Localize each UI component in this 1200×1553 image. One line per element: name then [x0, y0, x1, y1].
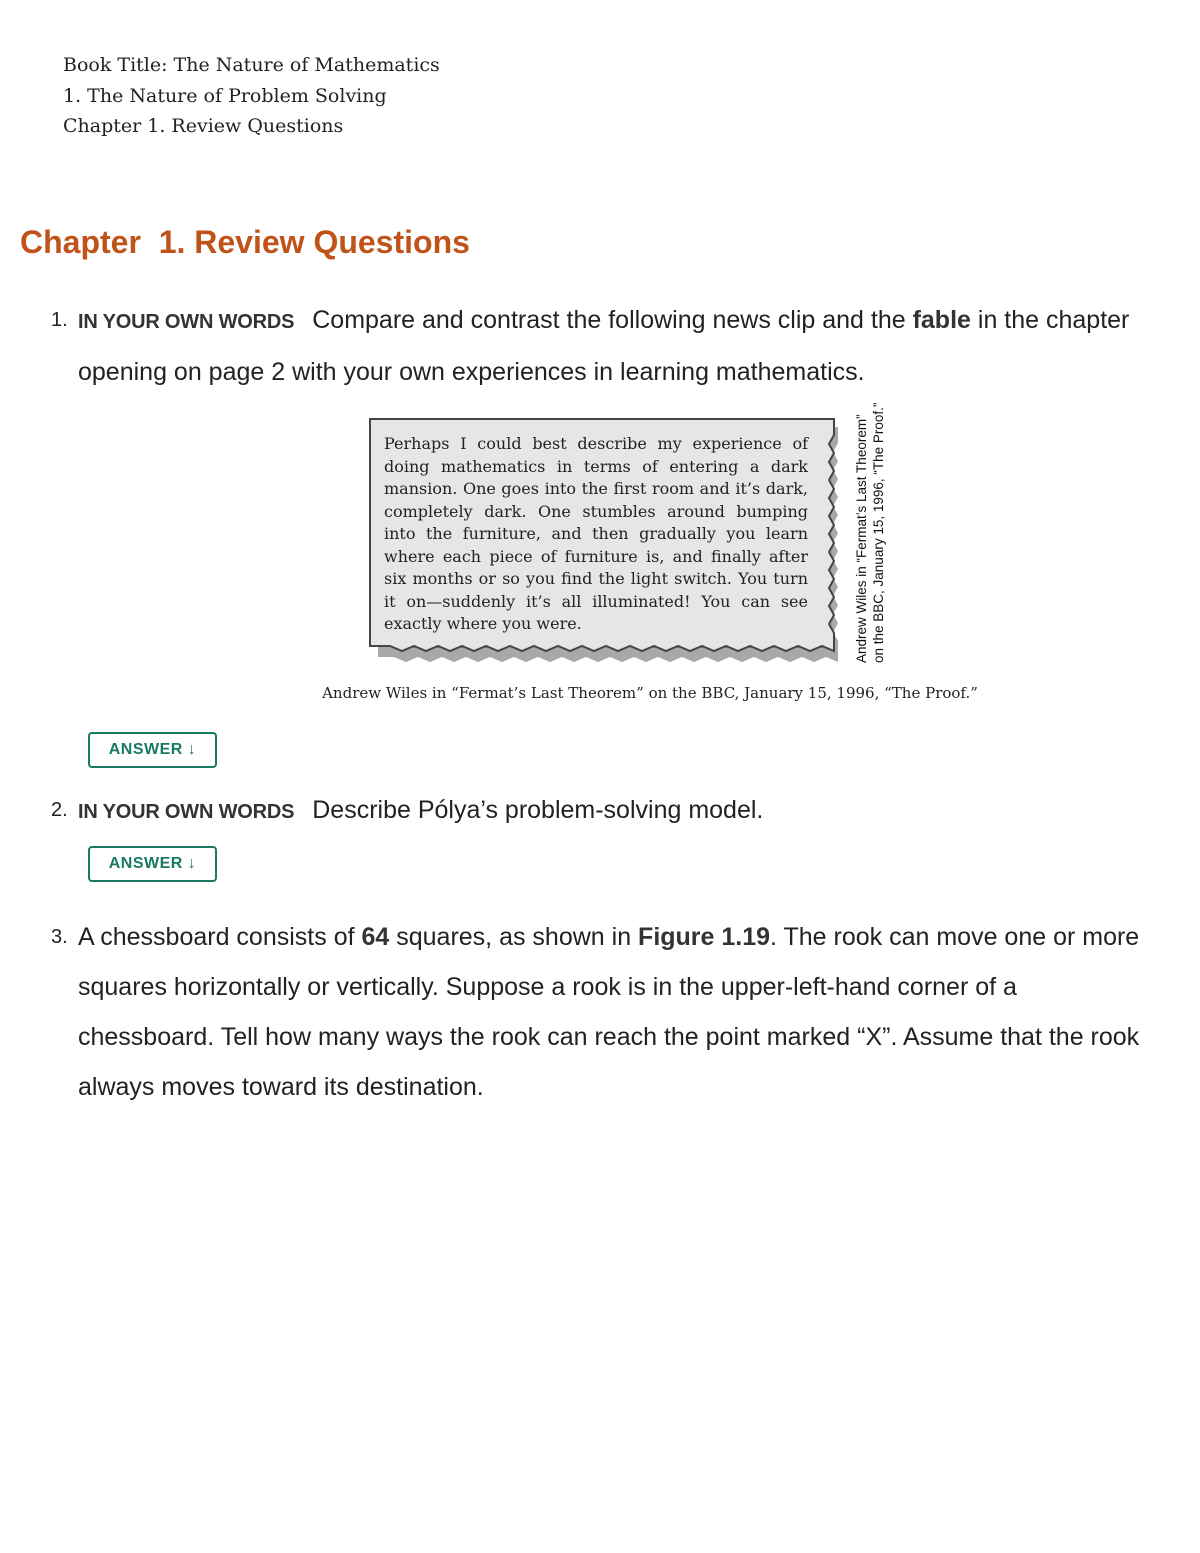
breadcrumb-section: 1. The Nature of Problem Solving — [63, 84, 387, 107]
question-text-part: Compare and contrast the following news clip and the — [312, 306, 913, 334]
question-number: 3. — [51, 926, 68, 948]
question-text-part: Describe Pólya’s problem-solving model. — [312, 796, 764, 824]
question-text — [78, 912, 1160, 1112]
answer-button-2[interactable]: ANSWER ↓ — [88, 846, 217, 882]
answer-button-1[interactable]: ANSWER ↓ — [88, 732, 217, 768]
news-clip — [368, 417, 838, 665]
question-text-part: in the chapter opening on page 2 with your own experiences in learning mathematics. — [78, 306, 1130, 386]
figure-reference: Figure 1.19 — [638, 923, 771, 951]
square-count: 64 — [361, 923, 390, 951]
news-clip-caption: Andrew Wiles in “Fermat’s Last Theorem” on the BBC, January 15, 1996, “The Proof.” — [322, 684, 978, 702]
side-credit-line: Andrew Wiles in “Fermat’s Last Theorem” — [854, 414, 869, 663]
question-text-part: squares, as shown in — [389, 923, 639, 951]
question-1 — [0, 295, 1160, 397]
question-tag: IN YOUR OWN WORDS — [78, 311, 295, 333]
news-clip-quote: Perhaps I could best describe my experience of doing mathematics in terms of entering a dark mansion. One goes into the first room and it’s dark, completely dark. One stumbles around bumping into the furniture, and then gradually you learn where each piece of furniture is, and finally after six months or so you find the light switch. You turn it on—suddenly it’s all illuminated! You can see exactly where you were. — [384, 434, 808, 633]
question-text-part: A chessboard consists of — [78, 923, 362, 951]
news-clip-side-credit — [848, 402, 892, 663]
question-number: 2. — [51, 799, 68, 821]
page-title: Chapter 1. Review Questions — [20, 224, 470, 260]
side-credit-line: on the BBC, January 15, 1996, “The Proof.” — [871, 402, 886, 663]
question-number: 1. — [51, 309, 68, 331]
question-text-part: . The rook can move one or more squares horizontally or vertically. Suppose a rook is in the upper-left-hand corner of a chessboard. Tell how many ways the rook can reach the point marked “X”. Assume that the rook always moves toward its destination. — [78, 923, 1140, 1101]
question-tag: IN YOUR OWN WORDS — [78, 801, 295, 823]
breadcrumb — [63, 50, 440, 142]
question-3 — [0, 912, 1160, 1112]
question-text — [78, 785, 1160, 837]
breadcrumb-chapter: Chapter 1. Review Questions — [63, 115, 344, 137]
question-2 — [0, 785, 1160, 837]
question-text — [78, 295, 1160, 397]
breadcrumb-book-title: Book Title: The Nature of Mathematics — [63, 54, 440, 76]
fable-term: fable — [912, 306, 971, 334]
